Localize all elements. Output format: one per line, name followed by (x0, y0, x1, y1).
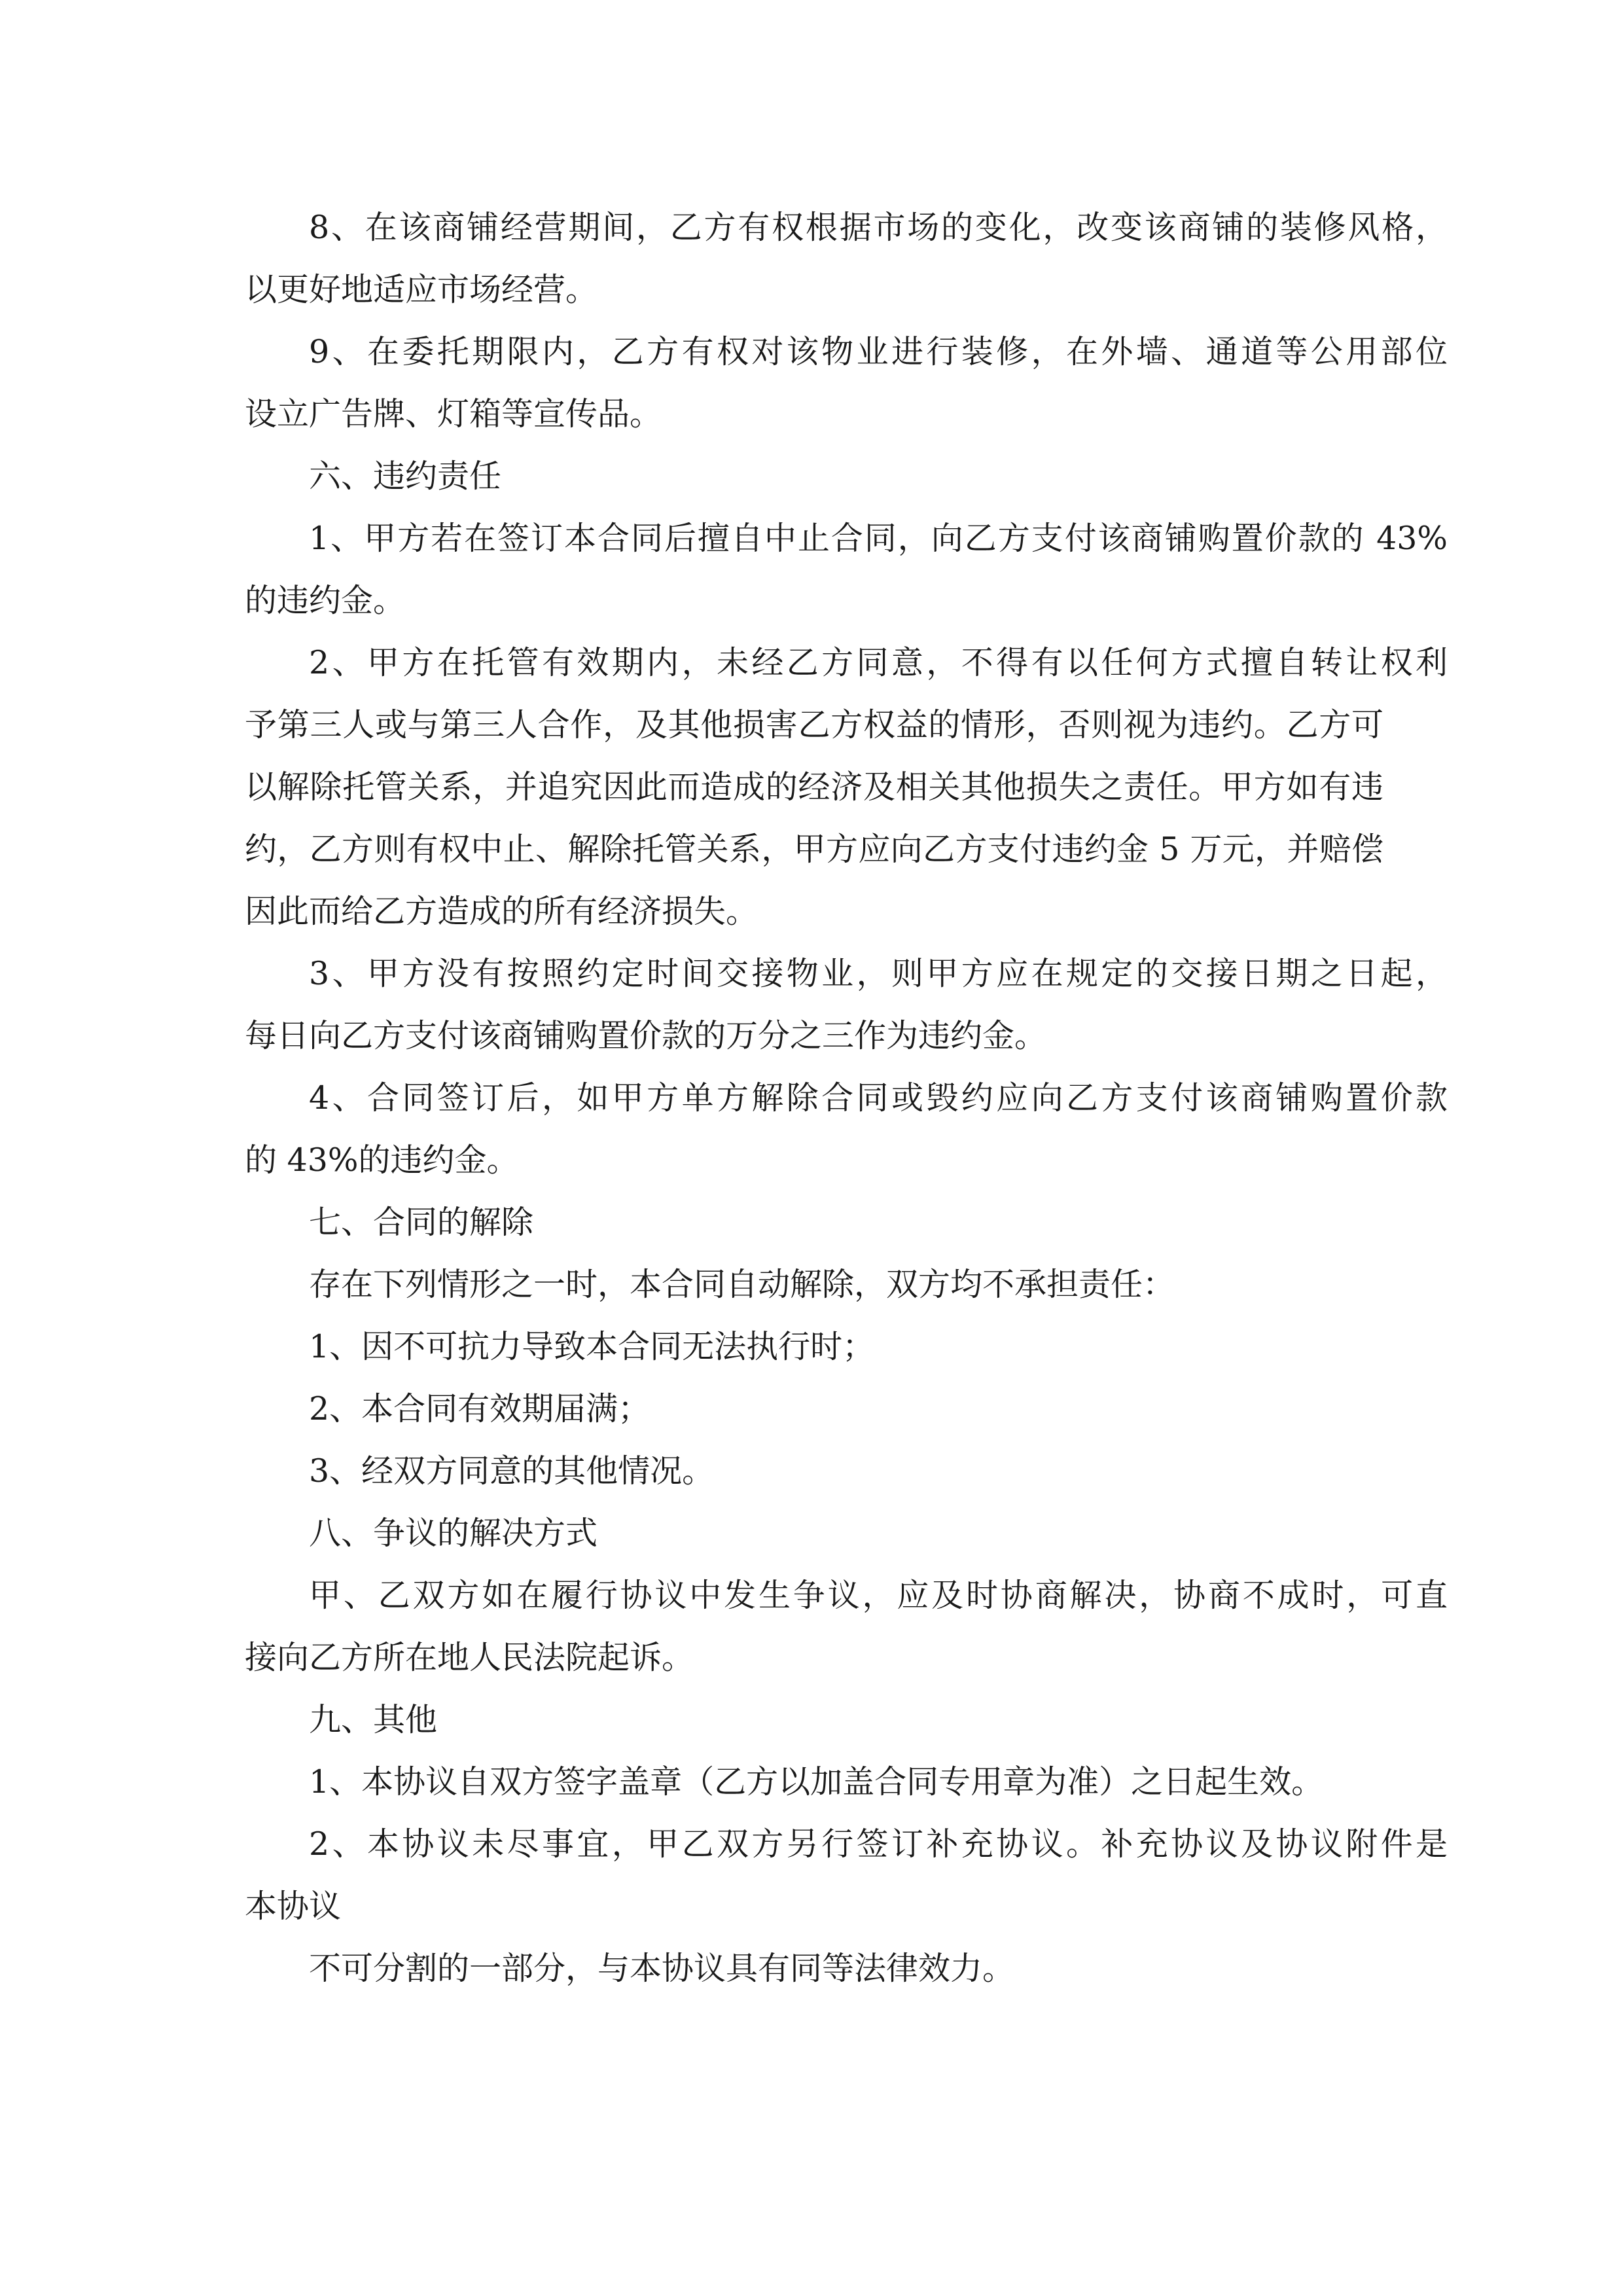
document-body (245, 196, 1448, 2000)
clause-9-1: 1、本协议自双方签字盖章（乙方以加盖合同专用章为准）之日起生效。 (309, 1763, 1324, 1801)
clause-6-2-line-1: 2、甲方在托管有效期内，未经乙方同意，不得有以任何方式擅自转让权利 (309, 644, 1448, 681)
clause-9-line-2: 设立广告牌、灯箱等宣传品。 (245, 395, 662, 433)
clause-9-2-line-2: 本协议 (245, 1888, 342, 1925)
clause-6-2-line-2: 予第三人或与第三人合作，及其他损害乙方权益的情形，否则视为违约。乙方可 (245, 706, 1383, 744)
clause-6-3-line-1: 3、甲方没有按照约定时间交接物业，则甲方应在规定的交接日期之日起， (309, 955, 1448, 992)
clause-6-3-line-2: 每日向乙方支付该商铺购置价款的万分之三作为违约金。 (245, 1017, 1047, 1054)
section-heading-7: 七、合同的解除 (309, 1204, 534, 1241)
clause-8-line-2: 以更好地适应市场经营。 (245, 271, 598, 308)
section-heading-9: 九、其他 (309, 1701, 438, 1738)
clause-6-4-line-2: 的 43%的违约金。 (245, 1141, 519, 1179)
section-heading-6: 六、违约责任 (309, 457, 502, 495)
clause-6-2-line-3: 以解除托管关系，并追究因此而造成的经济及相关其他损失之责任。甲方如有违 (245, 768, 1383, 806)
clause-9-line-1: 9、在委托期限内，乙方有权对该物业进行装修，在外墙、通道等公用部位 (309, 333, 1448, 370)
clause-9-2-line-3: 不可分割的一部分，与本协议具有同等法律效力。 (309, 1950, 1015, 1987)
clause-6-1-line-1: 1、甲方若在签订本合同后擅自中止合同，向乙方支付该商铺购置价款的 43% (309, 520, 1448, 557)
clause-6-4-line-1: 4、合同签订后，如甲方单方解除合同或毁约应向乙方支付该商铺购置价款 (309, 1079, 1448, 1117)
clause-6-2-line-5: 因此而给乙方造成的所有经济损失。 (245, 893, 758, 930)
clause-8-text-line-2: 接向乙方所在地人民法院起诉。 (245, 1639, 694, 1676)
clause-6-1-line-2: 的违约金。 (245, 582, 406, 619)
clause-7-intro: 存在下列情形之一时，本合同自动解除，双方均不承担责任： (309, 1266, 1175, 1303)
clause-8-line-1: 8、在该商铺经营期间，乙方有权根据市场的变化，改变该商铺的装修风格， (309, 209, 1448, 246)
section-heading-8: 八、争议的解决方式 (309, 1515, 598, 1552)
clause-6-2-line-4: 约，乙方则有权中止、解除托管关系，甲方应向乙方支付违约金 5 万元，并赔偿 (245, 831, 1383, 868)
clause-7-1: 1、因不可抗力导致本合同无法执行时； (309, 1328, 875, 1365)
clause-7-2: 2、本合同有效期届满； (309, 1390, 651, 1427)
clause-7-3: 3、经双方同意的其他情况。 (309, 1452, 715, 1490)
clause-8-text-line-1: 甲、乙双方如在履行协议中发生争议，应及时协商解决，协商不成时，可直 (309, 1577, 1448, 1614)
clause-9-2-line-1: 2、本协议未尽事宜，甲乙双方另行签订补充协议。补充协议及协议附件是 (309, 1825, 1448, 1863)
